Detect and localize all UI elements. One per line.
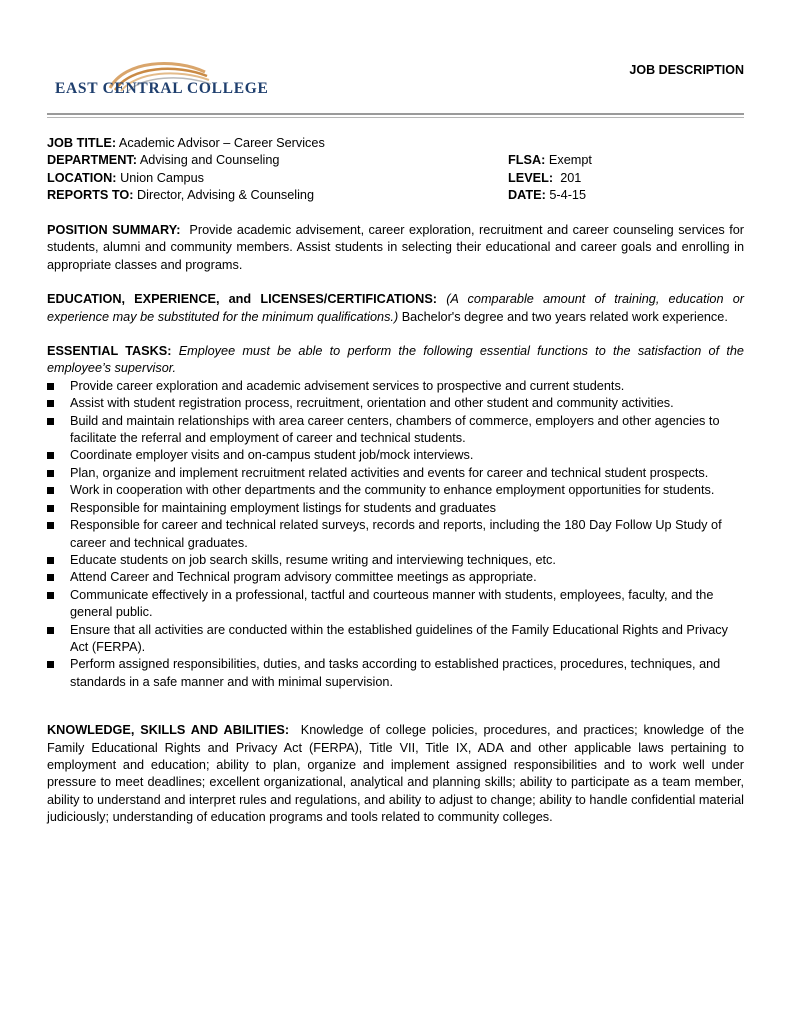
ksa-label: KNOWLEDGE, SKILLS AND ABILITIES: — [47, 723, 290, 738]
task-item — [47, 552, 744, 569]
header-divider — [47, 113, 744, 118]
square-bullet-icon — [47, 470, 54, 477]
task-text: Build and maintain relationships with area career centers, chambers of commerce, employers and other agencies to facilitate the referral and employment of career and technical students. — [70, 413, 720, 446]
job-title-row: JOB TITLE: Academic Advisor – Career Services — [47, 136, 325, 150]
location: Union Campus — [120, 170, 204, 185]
college-logo — [55, 58, 269, 104]
task-item — [47, 413, 744, 448]
position-summary-label: POSITION SUMMARY: — [47, 223, 181, 237]
task-item — [47, 378, 744, 395]
task-item — [47, 465, 744, 482]
college-name: EAST CENTRAL COLLEGE — [55, 80, 269, 97]
square-bullet-icon — [47, 661, 54, 668]
task-item — [47, 447, 744, 464]
essential-tasks-list — [47, 378, 744, 691]
square-bullet-icon — [47, 522, 54, 529]
task-text: Responsible for career and technical related surveys, records and reports, including the 180 Day Follow Up Study of career and technical graduates. — [70, 518, 722, 550]
task-text: Responsible for maintaining employment listings for students and graduates — [70, 500, 496, 515]
location-row: LOCATION: Union Campus — [47, 170, 204, 185]
essential-tasks-intro — [47, 343, 744, 378]
position-summary — [47, 222, 744, 274]
square-bullet-icon — [47, 574, 54, 581]
flsa-row: FLSA: Exempt — [508, 153, 592, 168]
level-row: LEVEL: 201 — [508, 170, 582, 185]
task-item — [47, 622, 744, 657]
task-text: Communicate effectively in a professional, tactful and courteous manner with students, employees, faculty, and the general public. — [70, 587, 714, 620]
task-text: Attend Career and Technical program advisory committee meetings as appropriate. — [70, 570, 537, 585]
task-text: Provide career exploration and academic advisement services to prospective and current students. — [70, 378, 625, 393]
task-text: Plan, organize and implement recruitment related activities and events for career and technical student prospects. — [70, 465, 709, 480]
essential-tasks-label: ESSENTIAL TASKS: — [47, 344, 172, 359]
date-row: DATE: 5-4-15 — [508, 188, 587, 203]
job-title: Academic Advisor – Career Services — [118, 136, 325, 150]
task-item — [47, 587, 744, 622]
square-bullet-icon — [47, 505, 54, 512]
date: 5-4-15 — [549, 188, 587, 203]
document-type: JOB DESCRIPTION — [629, 63, 744, 77]
education-note: (A comparable amount of training, education or experience may be substituted for the minimum qualifications.) — [47, 292, 744, 324]
education-text: Bachelor's degree and two years related work experience. — [401, 309, 728, 324]
task-text: Ensure that all activities are conducted within the established guidelines of the Family Educational Rights and Privacy Act (FERPA). — [70, 622, 728, 654]
reports-to: Director, Advising & Counseling — [137, 188, 315, 203]
task-item — [47, 517, 744, 552]
square-bullet-icon — [47, 418, 54, 425]
square-bullet-icon — [47, 400, 54, 407]
document-body — [47, 135, 744, 827]
education-label: EDUCATION, EXPERIENCE, and LICENSES/CERTIFICATIONS: — [47, 292, 438, 307]
education-section — [47, 291, 744, 326]
square-bullet-icon — [47, 487, 54, 494]
task-text: Educate students on job search skills, resume writing and interviewing techniques, etc. — [70, 552, 556, 567]
task-item — [47, 482, 744, 499]
square-bullet-icon — [47, 452, 54, 459]
square-bullet-icon — [47, 627, 54, 634]
task-text: Coordinate employer visits and on-campus student job/mock interviews. — [70, 448, 474, 463]
reports-to-row: REPORTS TO: Director, Advising & Counseling — [47, 188, 315, 203]
task-item — [47, 395, 744, 412]
square-bullet-icon — [47, 557, 54, 564]
ksa-text: Knowledge of college policies, procedures, and practices; knowledge of the Family Educational Rights and Privacy Act (FERPA), Title VII, Title IX, ADA and other applicable laws pertaining to employment and education; ability to plan, organize and implement assigned responsibilities and to work well under pressure to meet deadlines; excellent organizational, analytical and planning skills; ability to participate as a team member, ability to understand and interpret rules and regulations, and ability to adjust to change; ability to handle confidential material judiciously; understanding of education programs and tools related to community colleges. — [47, 723, 744, 825]
department-row: DEPARTMENT: Advising and Counseling — [47, 153, 280, 168]
task-text: Assist with student registration process, recruitment, orientation and other student and community activities. — [70, 396, 674, 411]
job-meta — [47, 135, 744, 205]
task-text: Perform assigned responsibilities, duties, and tasks according to established practices, procedures, techniques, and standards in a safe manner and with minimal supervision. — [70, 657, 721, 689]
task-item — [47, 656, 744, 691]
position-summary-text: Provide academic advisement, career exploration, recruitment and career counseling services for students, alumni and community members. Assist students in selecting their educational and career goals and enrolling in appropriate classes and programs. — [47, 223, 744, 272]
department: Advising and Counseling — [139, 153, 280, 168]
task-item — [47, 569, 744, 586]
square-bullet-icon — [47, 383, 54, 390]
task-item — [47, 500, 744, 517]
task-text: Work in cooperation with other departments and the community to enhance employment opportunities for students. — [70, 483, 715, 498]
flsa: Exempt — [548, 153, 592, 168]
square-bullet-icon — [47, 592, 54, 599]
ksa-section — [47, 722, 744, 826]
level: 201 — [560, 170, 582, 185]
essential-tasks-intro-text: Employee must be able to perform the following essential functions to the satisfaction of the employee’s supervisor. — [47, 344, 744, 376]
